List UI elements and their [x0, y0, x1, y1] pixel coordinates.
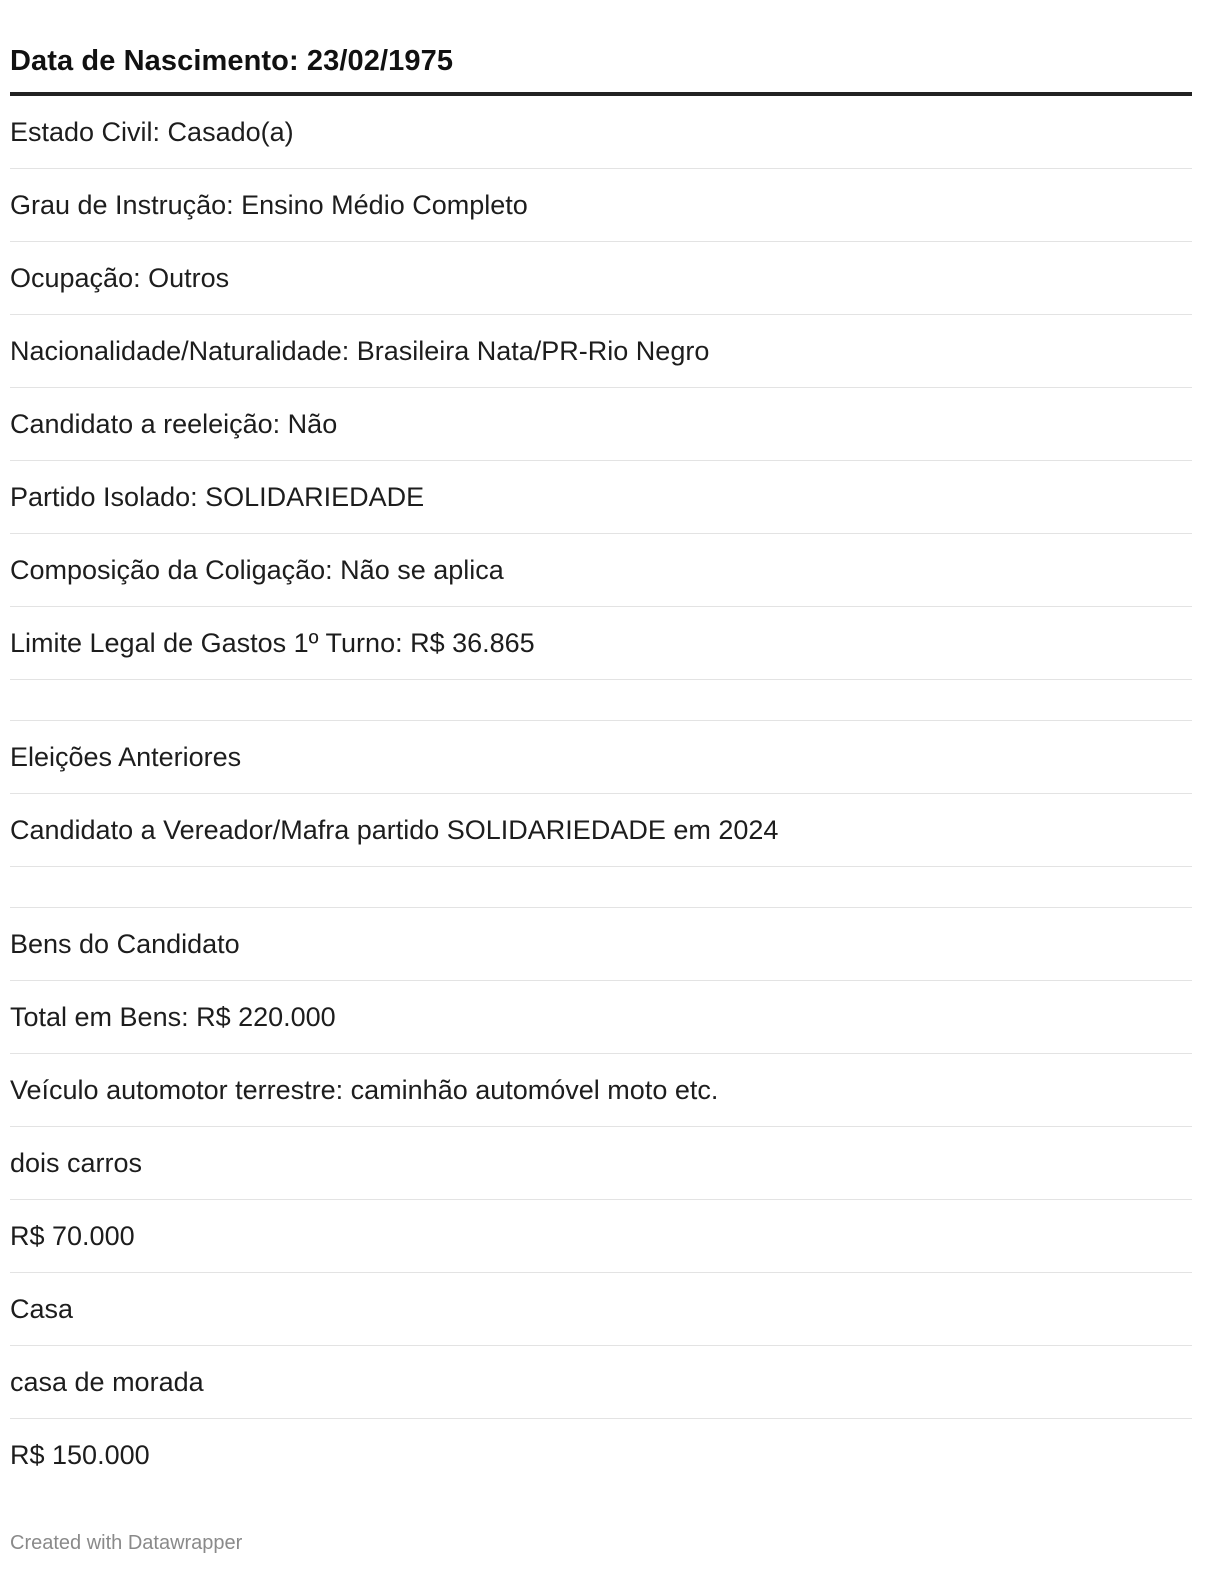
table-cell: R$ 70.000: [10, 1220, 135, 1251]
table-cell: Casa: [10, 1293, 74, 1324]
table-cell: Candidato a reeleição: Não: [10, 408, 338, 439]
table-cell: Grau de Instrução: Ensino Médio Completo: [10, 189, 528, 220]
table-row: [10, 908, 1192, 981]
table-row: [10, 1273, 1192, 1346]
table-row: [10, 721, 1192, 794]
table-row: [10, 96, 1192, 169]
table-cell: dois carros: [10, 1147, 143, 1178]
table-row: [10, 315, 1192, 388]
table-row: [10, 169, 1192, 242]
table-row: [10, 794, 1192, 867]
table-cell: Partido Isolado: SOLIDARIEDADE: [10, 481, 425, 512]
table-row: [10, 388, 1192, 461]
table-row: [10, 1127, 1192, 1200]
table-row: [10, 1054, 1192, 1127]
header-cell-birthdate: Data de Nascimento: 23/02/1975: [10, 44, 454, 77]
table-cell: Composição da Coligação: Não se aplica: [10, 554, 504, 585]
table-row: [10, 1419, 1192, 1492]
table-cell: Ocupação: Outros: [10, 262, 230, 293]
table-row: [10, 534, 1192, 607]
table-cell: Estado Civil: Casado(a): [10, 116, 294, 147]
section-heading-previous-elections: Eleições Anteriores: [10, 741, 242, 772]
table-cell: Nacionalidade/Naturalidade: Brasileira Nata/PR-Rio Negro: [10, 335, 710, 366]
table-row: [10, 607, 1192, 680]
table-cell: Veículo automotor terrestre: caminhão automóvel moto etc.: [10, 1074, 719, 1105]
table-row: [10, 981, 1192, 1054]
table-cell: Candidato a Vereador/Mafra partido SOLIDARIEDADE em 2024: [10, 814, 779, 845]
table-cell: Limite Legal de Gastos 1º Turno: R$ 36.865: [10, 627, 535, 658]
table-row: [10, 1200, 1192, 1273]
table-cell: Total em Bens: R$ 220.000: [10, 1001, 336, 1032]
table-header: [10, 0, 1192, 96]
table-row: [10, 242, 1192, 315]
table-row: [10, 1346, 1192, 1419]
table-cell: casa de morada: [10, 1366, 204, 1397]
datawrapper-credit: Created with Datawrapper: [10, 1532, 243, 1554]
table-row: [10, 461, 1192, 534]
section-heading-assets: Bens do Candidato: [10, 928, 240, 959]
table-row-empty: [10, 867, 1192, 908]
table-cell: R$ 150.000: [10, 1440, 150, 1470]
data-table: [10, 0, 1192, 1492]
table-row-empty: [10, 680, 1192, 721]
